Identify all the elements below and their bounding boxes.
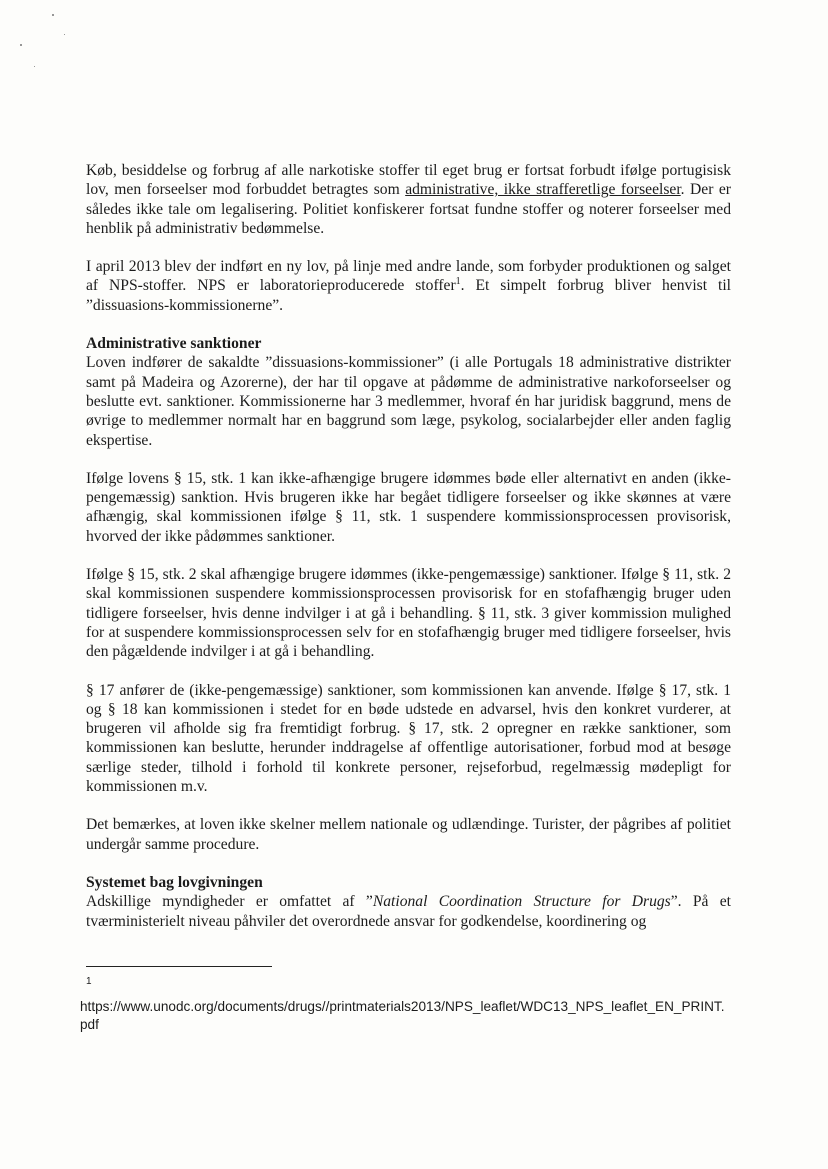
paragraph-text: . Der er således ikke tale om legalisering. Politiet konfiskerer fortsat fundne stoffer og noterer forseelser med henblik på administrativ bedømmelse.	[86, 181, 731, 237]
paragraph-text: Adskillige myndigheder er omfattet af ”	[86, 893, 373, 911]
paragraph-1	[86, 161, 731, 238]
footnote-link[interactable]: https://www.unodc.org/documents/drugs//printmaterials2013/NPS_leaflet/WDC13_NPS_leaflet_EN_PRINT.pdf	[80, 999, 725, 1032]
paragraph-8	[86, 892, 731, 931]
paragraph-text: I april 2013 blev der indført en ny lov, på linje med andre lande, som forbyder produktionen og salget af NPS-stoffer. NPS er laboratorieproducerede stoffer	[86, 258, 731, 295]
scan-speck	[20, 44, 22, 46]
paragraph-2	[86, 257, 731, 315]
footnote-reference: 1	[455, 276, 461, 288]
paragraph-7: Det bemærkes, at loven ikke skelner mellem nationale og udlændinge. Turister, der pågribes af politiet undergår samme procedure.	[86, 816, 731, 853]
scan-speck	[34, 66, 35, 67]
paragraph-5: Ifølge § 15, stk. 2 skal afhængige brugere idømmes (ikke-pengemæssige) sanktioner. Ifølge § 11, stk. 2 skal kommissionen suspendere kommissionsprocessen provisorisk for en stofafhængig bruger uden tidligere forseelser, hvis denne indvilger i at gå i behandling. § 11, stk. 3 giver kommission mulighed for at suspendere kommissionsprocessen selv for en stofafhængig bruger med tidligere forseelser, hvis den pågældende indvilger i at gå i behandling.	[86, 566, 731, 661]
paragraph-text: . Et simpelt forbrug bliver henvist til ”dissuasions-kommissionerne”.	[86, 277, 731, 314]
paragraph-text: ”. På et tværministerielt niveau påhviler det overordnede ansvar for godkendelse, koordinering og	[86, 893, 731, 930]
paragraph-4: Ifølge lovens § 15, stk. 1 kan ikke-afhængige brugere idømmes bøde eller alternativt en anden (ikke-pengemæssig) sanktion. Hvis brugeren ikke har begået tidligere forseelser og ikke skønnes at være afhængig, skal kommissionen ifølge § 11, stk. 1 suspendere kommissionsprocessen provisorisk, hvorved der ikke pådømmes sanktioner.	[86, 469, 731, 545]
scan-speck	[64, 34, 65, 35]
scan-speck	[52, 14, 54, 16]
italic-text: National Coordination Structure for Drugs	[372, 893, 671, 911]
underlined-text: administrative, ikke strafferetlige forseelser	[405, 181, 681, 199]
paragraph-3: Loven indfører de sakaldte ”dissuasions-kommissioner” (i alle Portugals 18 administrative distrikter samt på Madeira og Azorerne), der har til opgave at pådømme de administrative narkoforseelser og beslutte evt. sanktioner. Kommissionerne har 3 medlemmer, hvoraf én har juridisk baggrund, mens de øvrige to medlemmer normalt har en baggrund som læge, psykolog, socialarbejder eller anden faglig ekspertise.	[86, 354, 731, 449]
footnote-marker: 1	[86, 976, 92, 987]
paragraph-text: Køb, besiddelse og forbrug af alle narkotiske stoffer til eget brug er fortsat forbudt ifølge portugisisk lov, men forseelser mod forbuddet betragtes som	[86, 162, 731, 199]
paragraph-6: § 17 anfører de (ikke-pengemæssige) sanktioner, som kommissionen kan anvende. Ifølge § 17, stk. 1 og § 18 kan kommissionen i stedet for en bøde udstede en advarsel, hvis den konkret vurderer, at brugeren vil afholde sig fra fremtidigt forbrug. § 17, stk. 2 opregner en række sanktioner, som kommissionen kan beslutte, herunder inddragelse af offentlige autorisationer, forbud mod at besøge særlige steder, tilhold i forhold til konkrete personer, rejseforbud, regelmæssig mødepligt for kommissionen m.v.	[86, 681, 731, 796]
document-body	[86, 161, 731, 931]
section-heading: Systemet bag lovgivningen	[86, 873, 263, 891]
footnote-separator	[86, 966, 272, 967]
section-heading: Administrative sanktioner	[86, 335, 262, 353]
